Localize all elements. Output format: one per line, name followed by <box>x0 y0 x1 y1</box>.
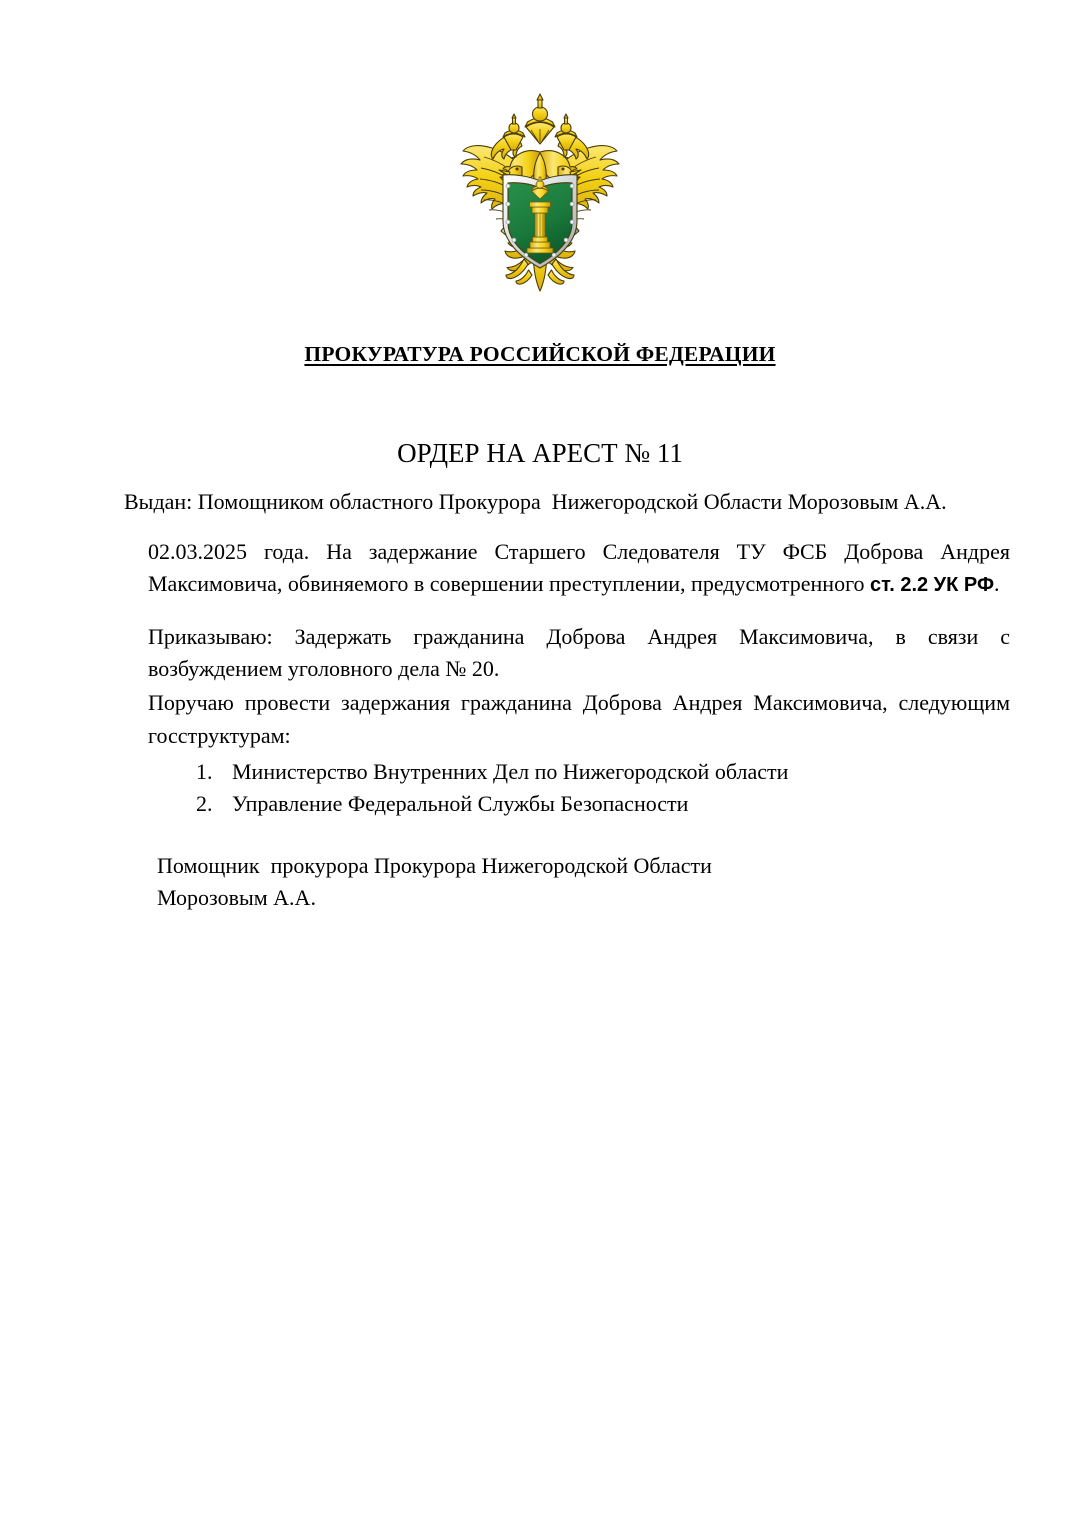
signature-name: Морозовым А.А. <box>157 885 316 911</box>
signature-block <box>157 850 712 914</box>
prosecutor-emblem <box>0 88 1080 298</box>
organisation-title <box>0 342 1080 367</box>
paragraph-detention <box>148 536 1010 601</box>
signature-position: Помощник прокурора Прокурора Нижегородской Области <box>157 853 712 878</box>
list-item: 1. Министерство Внутренних Дел по Нижегородской области <box>218 756 1010 788</box>
paragraph-order: Приказываю: Задержать гражданина Доброва Андрея Максимовича, в связи с возбуждением уголовного дела № 20. <box>148 623 1010 682</box>
paragraph-assignment: Поручаю провести задержания гражданина Доброва Андрея Максимовича, следующим госструктурам: <box>148 690 1010 748</box>
document-body <box>148 536 1010 820</box>
organisation-title-text: ПРОКУРАТУРА РОССИЙСКОЙ ФЕДЕРАЦИИ <box>304 342 776 366</box>
paragraph-spacer <box>148 601 1010 621</box>
issued-by-line: Выдан: Помощником областного Прокурора Нижегородской Области Морозовым А.А. <box>124 489 947 514</box>
statute-reference: ст. 2.2 УК РФ <box>870 574 995 597</box>
document-title: ОРДЕР НА АРЕСТ № 11 <box>397 438 683 468</box>
detention-text-after-statute: . <box>994 571 1000 597</box>
gov-structures-list <box>148 756 1010 820</box>
list-item: 2. Управление Федеральной Службы Безопасности <box>218 788 1010 820</box>
detention-text-before-statute: 02.03.2025 года. На задержание Старшего Следователя ТУ ФСБ Доброва Андрея Максимовича, обвиняемого в совершении преступлении, предусмотренного <box>148 539 1010 597</box>
prosecutor-emblem-svg <box>452 88 628 298</box>
